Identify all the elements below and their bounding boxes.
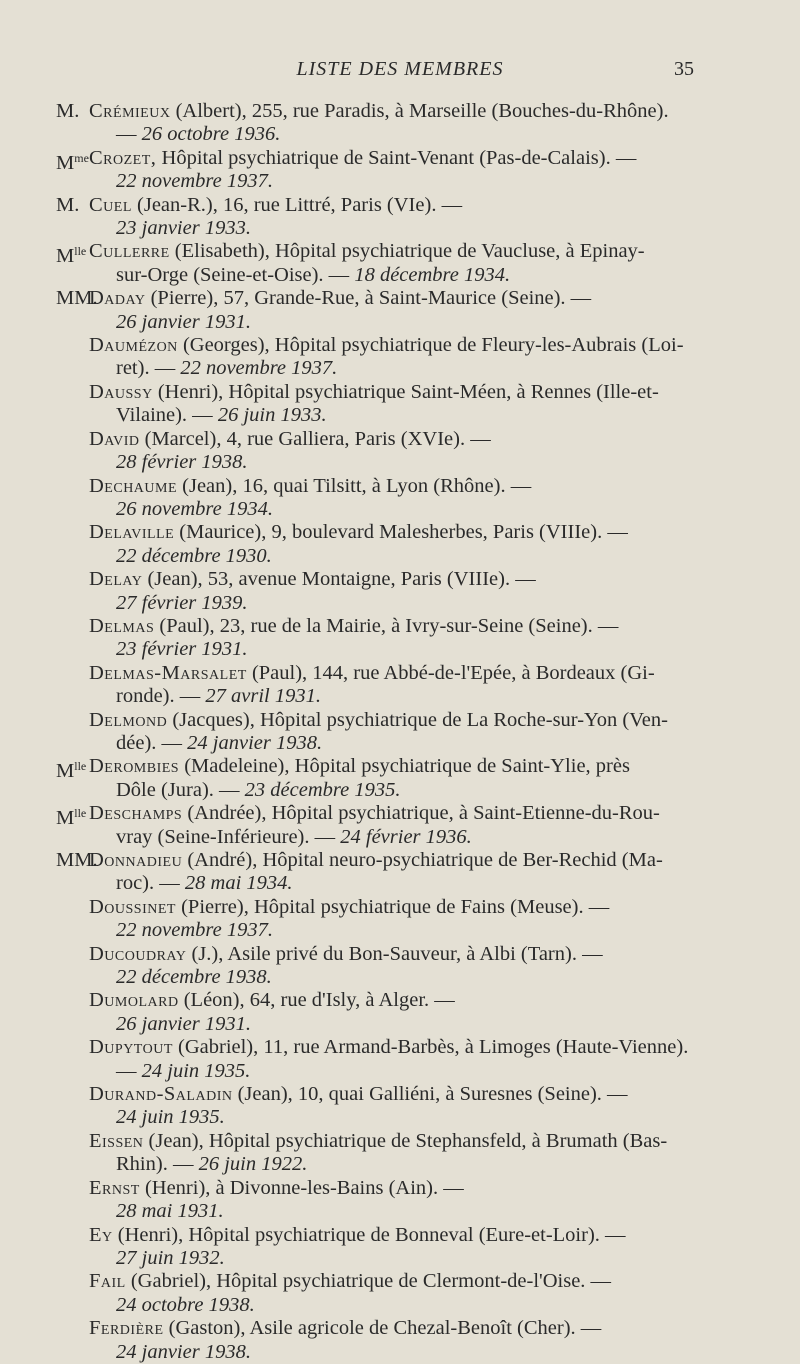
- member-entry-continuation: [91, 1294, 697, 1317]
- member-title-prefix-sup: me: [74, 150, 89, 165]
- member-title-prefix: $M^{lle}$: [56, 759, 87, 783]
- member-entry: [0, 1270, 800, 1317]
- member-admission-date: 28 mai 1931.: [116, 1200, 224, 1223]
- member-entry: [0, 1317, 800, 1364]
- member-entry-continuation: [91, 545, 697, 568]
- member-address-continued: —: [116, 123, 142, 146]
- member-address: Hôpital psychiatrique de Saint-Venant (Pas-de-Calais). —: [156, 146, 637, 169]
- member-entry-continuation: [91, 779, 697, 802]
- member-address: (Jean), Hôpital psychiatrique de Stephansfeld, à Brumath (Bas-: [143, 1129, 668, 1152]
- member-address: (Jean), 53, avenue Montaigne, Paris (VIIIe). —: [142, 568, 536, 591]
- member-entry: [0, 334, 800, 381]
- member-address-continued: sur-Orge (Seine-et-Oise). —: [116, 263, 355, 286]
- member-entry-continuation: [91, 311, 697, 334]
- member-entry-continuation: [91, 1060, 697, 1083]
- member-address: (Léon), 64, rue d'Isly, à Alger. —: [178, 989, 455, 1012]
- member-name: Cullerre: [89, 240, 170, 263]
- member-entry: [0, 1224, 800, 1271]
- member-admission-date: 22 décembre 1938.: [116, 966, 272, 989]
- member-admission-date: 26 novembre 1934.: [116, 497, 273, 520]
- member-admission-date: 27 avril 1931.: [205, 685, 321, 708]
- member-address: (André), Hôpital neuro-psychiatrique de Ber-Rechid (Ma-: [182, 849, 663, 871]
- member-entry: [0, 475, 800, 522]
- member-entry: [0, 802, 800, 849]
- member-address: (Albert), 255, rue Paradis, à Marseille (Bouches-du-Rhône).: [170, 100, 669, 122]
- member-title-prefix: M.: [56, 193, 80, 216]
- member-address: (Henri), à Divonne-les-Bains (Ain). —: [139, 1176, 464, 1199]
- member-entry: [0, 943, 800, 990]
- member-entry-continuation: [91, 1247, 697, 1270]
- member-name: Delaville: [89, 521, 175, 544]
- member-address: (Jacques), Hôpital psychiatrique de La Roche-sur-Yon (Ven-: [167, 708, 668, 731]
- member-name: Doussinet: [89, 895, 176, 918]
- page-number: 35: [674, 58, 694, 80]
- member-address: (Henri), Hôpital psychiatrique de Bonneval (Eure-et-Loir). —: [112, 1223, 626, 1246]
- member-admission-date: 28 février 1938.: [116, 451, 248, 474]
- member-entry-continuation: [91, 264, 697, 287]
- running-title: LISTE DES MEMBRES: [296, 58, 504, 80]
- member-name: Ferdière: [89, 1317, 164, 1340]
- member-address: (Gaston), Asile agricole de Chezal-Benoît (Cher). —: [163, 1317, 602, 1340]
- member-address: (Georges), Hôpital psychiatrique de Fleury-les-Aubrais (Loi-: [177, 334, 684, 357]
- member-admission-date: 22 novembre 1937.: [116, 170, 273, 193]
- member-entry-continuation: [91, 404, 697, 427]
- member-entry-continuation: [91, 826, 697, 849]
- member-list: [0, 100, 800, 1364]
- member-address-continued: dée). —: [116, 731, 188, 754]
- member-admission-date: 23 février 1931.: [116, 638, 248, 661]
- member-address: (Andrée), Hôpital psychiatrique, à Saint-Etienne-du-Rou-: [182, 802, 660, 825]
- member-name: Donnadieu: [89, 849, 183, 871]
- member-name: Dupytout: [89, 1036, 173, 1059]
- member-address-continued: vray (Seine-Inférieure). —: [116, 825, 341, 848]
- member-address-continued: ronde). —: [116, 685, 206, 708]
- member-address: (Paul), 23, rue de la Mairie, à Ivry-sur-Seine (Seine). —: [154, 614, 619, 637]
- member-entry: [0, 147, 800, 194]
- member-name: Durand-Saladin: [89, 1083, 233, 1106]
- member-admission-date: 27 février 1939.: [116, 591, 248, 614]
- member-address: (Gabriel), Hôpital psychiatrique de Clermont-de-l'Oise. —: [125, 1270, 612, 1293]
- member-entry-continuation: [91, 919, 697, 942]
- member-admission-date: 26 janvier 1931.: [116, 310, 251, 333]
- member-address-continued: roc). —: [116, 872, 185, 895]
- member-name: Daday: [89, 287, 146, 310]
- member-title-prefix: MM.: [56, 287, 98, 310]
- member-admission-date: 23 décembre 1935.: [244, 778, 401, 801]
- member-address-continued: ret). —: [116, 357, 181, 380]
- member-name: Ernst: [89, 1176, 140, 1199]
- member-entry: [0, 240, 800, 287]
- member-address: (Pierre), 57, Grande-Rue, à Saint-Maurice (Seine). —: [145, 287, 592, 310]
- member-address: (J.), Asile privé du Bon-Sauveur, à Albi (Tarn). —: [186, 942, 603, 965]
- member-address: (Jean), 16, quai Tilsitt, à Lyon (Rhône). —: [177, 474, 532, 497]
- member-entry-continuation: [91, 170, 697, 193]
- member-address: (Marcel), 4, rue Galliera, Paris (XVIe). —: [139, 427, 491, 450]
- member-entry-continuation: [91, 357, 697, 380]
- member-name: Derombies: [89, 755, 180, 778]
- member-admission-date: 24 février 1936.: [340, 825, 472, 848]
- member-title-prefix-sup: lle: [74, 759, 87, 774]
- member-admission-date: 23 janvier 1933.: [116, 217, 251, 240]
- member-entry: [0, 709, 800, 756]
- member-entry: [0, 896, 800, 943]
- member-title-prefix: $M^{me}$: [56, 150, 89, 174]
- member-admission-date: 27 juin 1932.: [116, 1246, 225, 1269]
- member-entry-continuation: [91, 123, 697, 146]
- member-entry: [0, 287, 800, 334]
- member-admission-date: 22 décembre 1930.: [116, 544, 272, 567]
- member-admission-date: 28 mai 1934.: [184, 872, 293, 895]
- member-name: Ducoudray: [89, 942, 187, 965]
- member-address: (Paul), 144, rue Abbé-de-l'Epée, à Bordeaux (Gi-: [246, 661, 655, 684]
- member-entry: [0, 381, 800, 428]
- member-entry-continuation: [91, 732, 697, 755]
- member-entry-continuation: [91, 1200, 697, 1223]
- member-admission-date: 24 juin 1935.: [116, 1106, 225, 1129]
- member-name: Delay: [89, 568, 143, 591]
- member-entry-continuation: [91, 217, 697, 240]
- member-entry: [0, 428, 800, 475]
- member-title-prefix: MM.: [56, 849, 98, 871]
- member-entry-continuation: [91, 966, 697, 989]
- member-entry: [0, 1083, 800, 1130]
- member-title-prefix: $M^{lle}$: [56, 806, 87, 830]
- member-address-continued: Dôle (Jura). —: [116, 778, 245, 801]
- member-entry: [0, 100, 800, 147]
- member-address: (Maurice), 9, boulevard Malesherbes, Paris (VIIIe). —: [174, 521, 628, 544]
- member-name: Daumézon: [89, 334, 178, 357]
- member-name: Eissen: [89, 1129, 144, 1152]
- member-admission-date: 22 novembre 1937.: [180, 357, 338, 380]
- member-admission-date: 24 octobre 1938.: [116, 1293, 255, 1316]
- member-entry-continuation: [91, 498, 697, 521]
- member-entry-continuation: [91, 685, 697, 708]
- member-entry-continuation: [91, 592, 697, 615]
- member-name: Dechaume: [89, 474, 178, 497]
- member-name: Ey: [89, 1223, 113, 1246]
- member-entry: [0, 521, 800, 568]
- member-address: (Jean), 10, quai Galliéni, à Suresnes (Seine). —: [232, 1083, 628, 1106]
- member-name: Crozet,: [89, 146, 157, 169]
- member-entry: [0, 755, 800, 802]
- member-entry-continuation: [91, 1341, 697, 1364]
- member-entry: [0, 849, 800, 896]
- member-title-prefix-sup: lle: [74, 244, 87, 259]
- member-address: (Pierre), Hôpital psychiatrique de Fains (Meuse). —: [175, 895, 610, 918]
- member-admission-date: 26 octobre 1936.: [141, 123, 281, 146]
- member-entry-continuation: [91, 638, 697, 661]
- member-address: (Gabriel), 11, rue Armand-Barbès, à Limoges (Haute-Vienne).: [172, 1036, 689, 1059]
- member-title-prefix: $M^{lle}$: [56, 244, 87, 268]
- member-address-continued: Rhin). —: [116, 1153, 199, 1176]
- member-entry-continuation: [91, 872, 697, 895]
- member-entry: [0, 194, 800, 241]
- member-address: (Jean-R.), 16, rue Littré, Paris (VIe). —: [131, 193, 463, 216]
- member-name: Deschamps: [89, 802, 183, 825]
- member-name: Delmond: [89, 708, 168, 731]
- member-address-continued: —: [116, 1059, 142, 1082]
- member-entry: [0, 662, 800, 709]
- member-admission-date: 26 juin 1922.: [198, 1153, 308, 1176]
- member-entry: [0, 1130, 800, 1177]
- member-admission-date: 24 juin 1935.: [141, 1059, 251, 1082]
- member-address: (Madeleine), Hôpital psychiatrique de Saint-Ylie, près: [179, 755, 630, 778]
- member-name: Delmas: [89, 614, 155, 637]
- page-header: [0, 58, 800, 84]
- member-entry: [0, 1036, 800, 1083]
- member-admission-date: 24 janvier 1938.: [116, 1340, 251, 1363]
- member-admission-date: 18 décembre 1934.: [354, 263, 511, 286]
- member-address-continued: Vilaine). —: [116, 404, 218, 427]
- member-entry-continuation: [91, 1013, 697, 1036]
- member-name: Fail: [89, 1270, 126, 1293]
- member-name: Cuel: [89, 193, 132, 216]
- member-entry-continuation: [91, 1106, 697, 1129]
- member-entry: [0, 989, 800, 1036]
- member-admission-date: 24 janvier 1938.: [187, 731, 323, 754]
- member-name: Dumolard: [89, 989, 179, 1012]
- member-admission-date: 26 juin 1933.: [217, 404, 327, 427]
- member-name: Delmas-Marsalet: [89, 661, 247, 684]
- member-entry-continuation: [91, 1153, 697, 1176]
- member-name: Crémieux: [89, 100, 171, 122]
- member-address: (Elisabeth), Hôpital psychiatrique de Vaucluse, à Epinay-: [169, 240, 645, 263]
- member-entry: [0, 1177, 800, 1224]
- member-address: (Henri), Hôpital psychiatrique Saint-Méen, à Rennes (Ille-et-: [152, 380, 659, 403]
- member-entry: [0, 615, 800, 662]
- member-name: Daussy: [89, 380, 153, 403]
- member-name: David: [89, 427, 140, 450]
- member-title-prefix: M.: [56, 100, 80, 122]
- member-entry-continuation: [91, 451, 697, 474]
- member-entry: [0, 568, 800, 615]
- member-admission-date: 22 novembre 1937.: [116, 919, 273, 942]
- member-admission-date: 26 janvier 1931.: [116, 1012, 251, 1035]
- member-title-prefix-sup: lle: [74, 806, 87, 821]
